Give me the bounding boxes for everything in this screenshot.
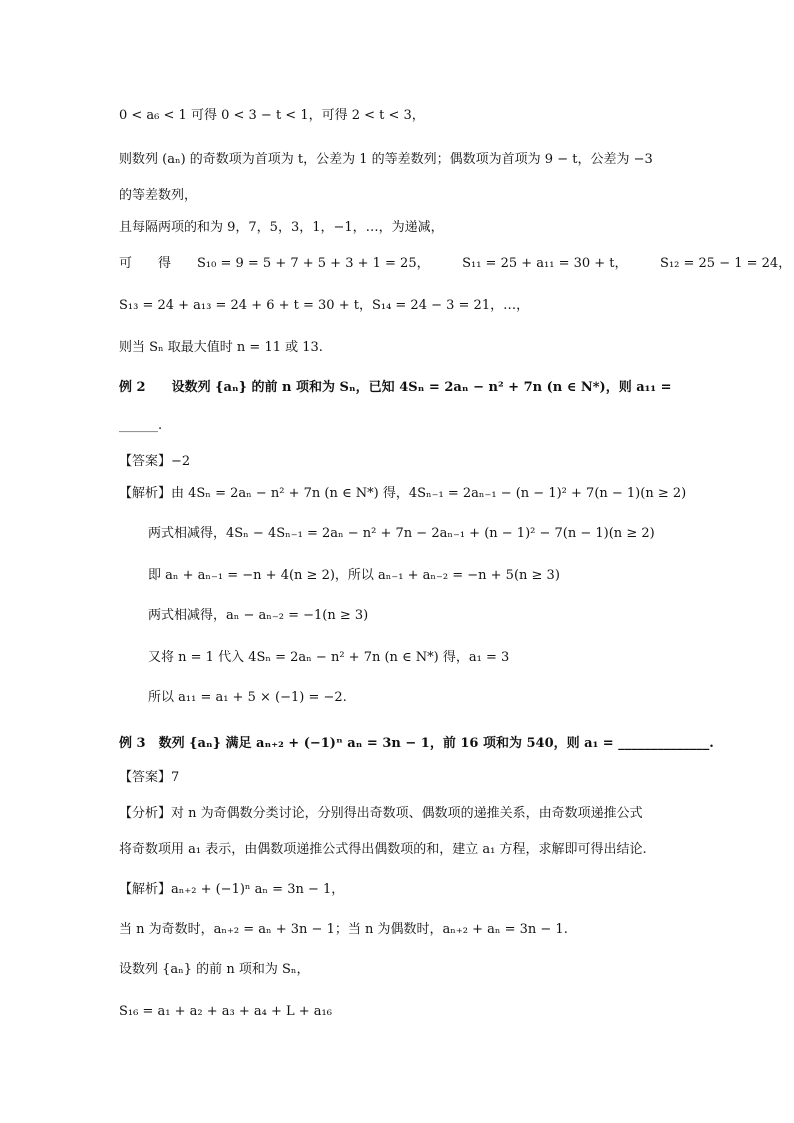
example-3-solution-1: 【解析】aₙ₊₂ + (−1)ⁿ aₙ = 3n − 1， <box>119 882 345 897</box>
example-3-solution-3: 设数列 {aₙ} 的前 n 项和为 Sₙ， <box>119 962 310 977</box>
example-2-solution-2: 两式相减得，4Sₙ − 4Sₙ₋₁ = 2aₙ − n² + 7n − 2aₙ₋₁ + (n − 1)² − 7(n − 1)(n ≥ 2) <box>148 526 655 541</box>
solution-line-1: 0 < a₆ < 1 可得 0 < 3 − t < 1，可得 2 < t < 3， <box>119 108 425 123</box>
example-3-solution-2: 当 n 为奇数时，aₙ₊₂ = aₙ + 3n − 1；当 n 为偶数时，aₙ₊₂ + aₙ = 3n − 1. <box>119 922 568 937</box>
example-3-answer: 【答案】7 <box>119 770 180 785</box>
example-2-solution-6: 所以 a₁₁ = a₁ + 5 × (−1) = −2. <box>148 690 347 705</box>
example-2-solution-3: 即 aₙ + aₙ₋₁ = −n + 4(n ≥ 2)，所以 aₙ₋₁ + aₙ₋₂ = −n + 5(n ≥ 3) <box>148 568 560 583</box>
example-2-answer: 【答案】−2 <box>119 454 191 469</box>
example-2-solution-1: 【解析】由 4Sₙ = 2aₙ − n² + 7n (n ∈ N*) 得，4Sₙ₋₁ = 2aₙ₋₁ − (n − 1)² + 7(n − 1)(n ≥ 2) <box>119 486 687 501</box>
example-2-question: 例 2 设数列 {aₙ} 的前 n 项和为 Sₙ，已知 4Sₙ = 2aₙ − n² + 7n (n ∈ N*)，则 a₁₁ = <box>119 380 672 395</box>
solution-line-7: 则当 Sₙ 取最大值时 n = 11 或 13. <box>119 340 323 355</box>
solution-line-2: 则数列 (aₙ) 的奇数项为首项为 t，公差为 1 的等差数列；偶数项为首项为 9 − t，公差为 −3 <box>119 152 653 167</box>
example-3-question: 例 3 数列 {aₙ} 满足 aₙ₊₂ + (−1)ⁿ aₙ = 3n − 1，前 16 项和为 540，则 a₁ = ______________. <box>119 736 714 751</box>
solution-line-3: 的等差数列， <box>119 188 198 203</box>
solution-line-5: 可 得 S₁₀ = 9 = 5 + 7 + 5 + 3 + 1 = 25， S₁₁ = 25 + a₁₁ = 30 + t， S₁₂ = 25 − 1 = 24， <box>119 256 792 271</box>
solution-line-6: S₁₃ = 24 + a₁₃ = 24 + 6 + t = 30 + t，S₁₄ = 24 − 3 = 21，…， <box>119 298 530 313</box>
example-3-analysis-2: 将奇数项用 a₁ 表示，由偶数项递推公式得出偶数项的和，建立 a₁ 方程，求解即可得出结论. <box>119 842 647 857</box>
example-3-analysis-1: 【分析】对 n 为奇偶数分类讨论，分别得出奇数项、偶数项的递推关系，由奇数项递推公式 <box>119 806 643 821</box>
example-2-blank: ______. <box>119 418 163 433</box>
example-3-solution-4: S₁₆ = a₁ + a₂ + a₃ + a₄ + L + a₁₆ <box>119 1004 332 1019</box>
solution-line-4: 且每隔两项的和为 9，7，5，3，1，−1，…，为递减， <box>119 220 444 235</box>
example-2-solution-4: 两式相减得，aₙ − aₙ₋₂ = −1(n ≥ 3) <box>148 608 369 623</box>
example-2-solution-5: 又将 n = 1 代入 4Sₙ = 2aₙ − n² + 7n (n ∈ N*) 得，a₁ = 3 <box>148 650 510 665</box>
